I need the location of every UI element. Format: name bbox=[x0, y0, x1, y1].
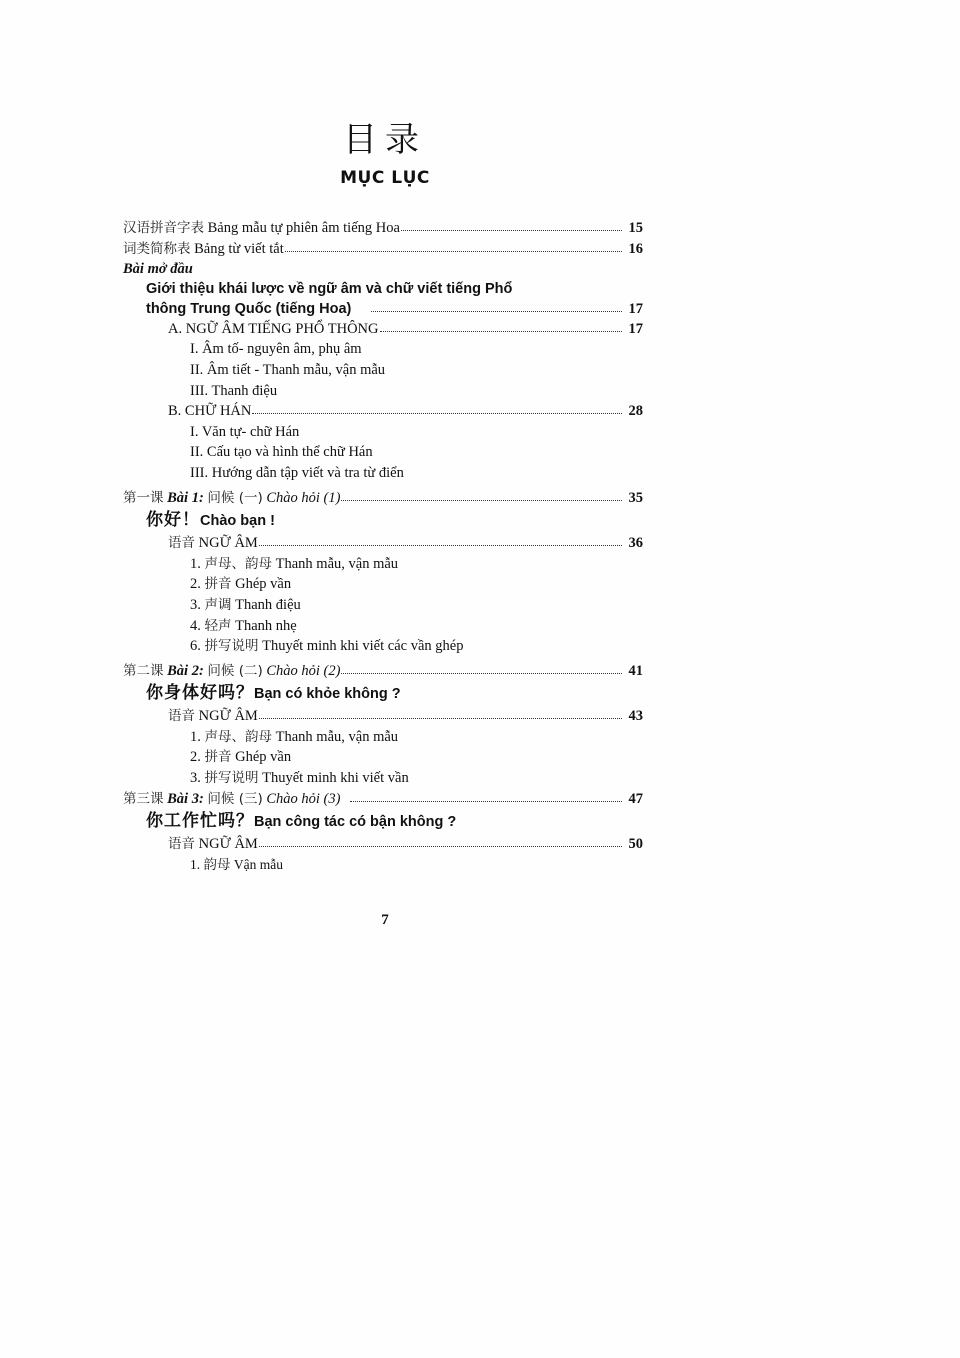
dot-leader bbox=[371, 299, 622, 313]
toc-subitem[interactable]: II. Âm tiết - Thanh mẫu, vận mẫu bbox=[190, 361, 386, 378]
dot-leader bbox=[350, 789, 622, 803]
toc-subitem[interactable]: 1. 韵母 Vận mẫu bbox=[190, 856, 283, 873]
toc-lesson-2-phonetics[interactable]: 语音 NGỮ ÂM 43 bbox=[123, 706, 643, 727]
dot-leader bbox=[341, 661, 622, 675]
page-number: 50 bbox=[628, 836, 643, 853]
lesson-1-title: 你好！ Chào bạn ! bbox=[146, 510, 275, 531]
dot-leader bbox=[401, 218, 622, 232]
toc-section-phonetics[interactable]: A. NGỮ ÂM TIẾNG PHỔ THÔNG 17 bbox=[123, 319, 643, 340]
page-number: 17 bbox=[628, 300, 643, 317]
dot-leader bbox=[259, 533, 622, 547]
entry-chinese: 汉语拼音字表 bbox=[123, 220, 204, 236]
entry-label: Bảng mẫu tự phiên âm tiếng Hoa bbox=[207, 220, 400, 236]
toc-subitem[interactable]: 4. 轻声 Thanh nhẹ bbox=[190, 617, 297, 634]
page-number: 35 bbox=[628, 489, 643, 506]
toc-lesson-1[interactable] bbox=[123, 488, 643, 509]
toc-intro-title-line1[interactable]: Giới thiệu khái lược về ngữ âm và chữ viết tiếng Phổ bbox=[146, 280, 513, 297]
entry-label: Bảng từ viết tắt bbox=[194, 240, 284, 257]
dot-leader bbox=[259, 834, 622, 848]
lesson-number-chinese: 第一课 bbox=[123, 489, 164, 506]
page-number: 36 bbox=[628, 535, 643, 552]
dot-leader bbox=[341, 488, 622, 502]
lesson-topic-chinese: 问候 (二) bbox=[207, 662, 263, 679]
lesson-label: Bài 3: bbox=[167, 790, 204, 807]
lesson-number-chinese: 第三课 bbox=[123, 790, 164, 807]
toc-entry-abbreviations[interactable] bbox=[123, 239, 643, 260]
toc-subitem[interactable]: 3. 拼写说明 Thuyết minh khi viết vần bbox=[190, 770, 409, 787]
toc-intro-label: Bài mở đầu bbox=[123, 261, 193, 278]
toc-subitem[interactable]: I. Âm tố- nguyên âm, phụ âm bbox=[190, 341, 362, 358]
page-number: 16 bbox=[628, 240, 643, 257]
page-number: 47 bbox=[628, 790, 643, 807]
lesson-topic-chinese: 问候 (三) bbox=[207, 790, 263, 807]
lesson-topic-chinese: 问候 (一) bbox=[207, 489, 263, 506]
toc-subitem[interactable]: II. Cấu tạo và hình thể chữ Hán bbox=[190, 444, 373, 461]
toc-lesson-1-phonetics[interactable]: 语音 NGỮ ÂM 36 bbox=[123, 533, 643, 554]
lesson-number-chinese: 第二课 bbox=[123, 662, 164, 679]
toc-lesson-2[interactable] bbox=[123, 661, 643, 682]
toc-subitem[interactable]: 1. 声母、韵母 Thanh mẫu, vận mẫu bbox=[190, 728, 399, 745]
lesson-label: Bài 2: bbox=[167, 662, 204, 679]
entry-chinese: 词类简称表 bbox=[123, 240, 191, 257]
lesson-topic-vietnamese: Chào hỏi (3) bbox=[266, 790, 341, 807]
toc-lesson-3[interactable] bbox=[123, 789, 643, 810]
page-number-footer: 7 bbox=[381, 912, 389, 928]
lesson-topic-vietnamese: Chào hỏi (2) bbox=[266, 662, 341, 679]
toc-subitem[interactable]: 3. 声调 Thanh điệu bbox=[190, 596, 301, 613]
lesson-2-title: 你身体好吗？ Bạn có khỏe không ? bbox=[146, 683, 401, 704]
dot-leader bbox=[285, 239, 622, 253]
toc-subitem[interactable]: III. Hướng dẫn tập viết và tra từ điển bbox=[190, 464, 404, 481]
toc-subitem[interactable]: 2. 拼音 Ghép vần bbox=[190, 749, 292, 766]
toc-subitem[interactable]: 2. 拼音 Ghép vần bbox=[190, 576, 292, 593]
lesson-label: Bài 1: bbox=[167, 489, 204, 506]
page-number: 15 bbox=[628, 220, 643, 236]
toc-subitem[interactable]: 1. 声母、韵母 Thanh mẫu, vận mẫu bbox=[190, 555, 399, 572]
dot-leader bbox=[252, 401, 622, 415]
dot-leader bbox=[380, 319, 623, 333]
page-number: 17 bbox=[628, 320, 643, 337]
page-number: 43 bbox=[628, 708, 643, 725]
page-title-vietnamese: MỤC LỤC bbox=[340, 168, 430, 188]
toc-section-chinese-characters[interactable]: B. CHỮ HÁN 28 bbox=[123, 401, 643, 422]
page-title-chinese: 目录 bbox=[343, 120, 427, 160]
toc-subitem[interactable]: III. Thanh điệu bbox=[190, 382, 278, 399]
toc-intro-title-line2[interactable]: thông Trung Quốc (tiếng Hoa) 17 bbox=[146, 300, 643, 317]
page-number: 28 bbox=[628, 403, 643, 420]
toc-subitem[interactable]: 6. 拼写说明 Thuyết minh khi viết các vần ghép bbox=[190, 638, 464, 655]
toc-lesson-3-phonetics[interactable]: 语音 NGỮ ÂM 50 bbox=[123, 834, 643, 855]
page-number: 41 bbox=[628, 662, 643, 679]
lesson-3-title: 你工作忙吗？ Bạn công tác có bận không ? bbox=[146, 811, 457, 832]
lesson-topic-vietnamese: Chào hỏi (1) bbox=[266, 489, 341, 506]
toc-entry-pinyin-table[interactable] bbox=[123, 218, 643, 239]
dot-leader bbox=[259, 706, 622, 720]
toc-subitem[interactable]: I. Văn tự- chữ Hán bbox=[190, 423, 300, 440]
table-of-contents bbox=[123, 218, 643, 875]
